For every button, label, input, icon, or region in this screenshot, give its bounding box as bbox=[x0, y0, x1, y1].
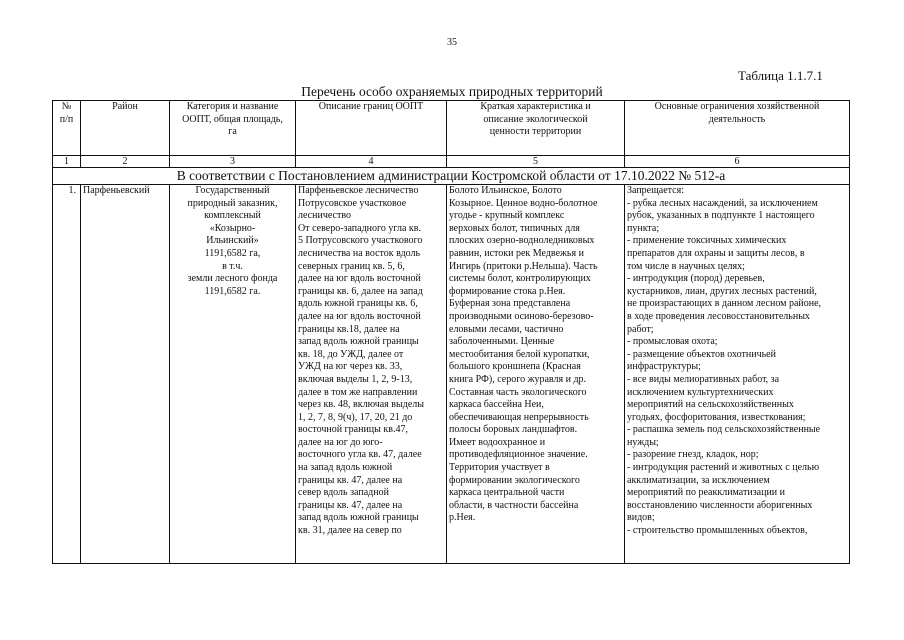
text-line: книга РФ), серого журавля и др. bbox=[449, 373, 587, 385]
text-line: север вдоль западной bbox=[298, 487, 389, 499]
header-cell-category bbox=[170, 101, 296, 156]
text-line: - интродукция растений и животных с целью bbox=[627, 462, 820, 474]
text-line: формирование стока р.Нея. bbox=[449, 285, 566, 297]
decree-row bbox=[53, 168, 850, 185]
column-number: 2 bbox=[81, 156, 170, 168]
header-lines bbox=[298, 101, 444, 114]
text-line: «Козырно- bbox=[209, 222, 256, 234]
header-cell-district bbox=[81, 101, 170, 156]
column-number: 5 bbox=[447, 156, 625, 168]
text-line: восточного угла кв. 47, далее bbox=[298, 449, 422, 461]
text-line: большого кроншнепа (Красная bbox=[449, 361, 581, 373]
page-title: Перечень особо охраняемых природных территорий bbox=[301, 84, 603, 99]
table-row bbox=[53, 185, 850, 564]
text-line: верховых болот, типичных для bbox=[449, 222, 580, 234]
header-lines bbox=[55, 101, 78, 126]
header-cell-boundaries bbox=[296, 101, 447, 156]
text-line: Ингирь (притоки р.Нельша). Часть bbox=[449, 260, 598, 272]
text-line: системы болот, контролирующих bbox=[449, 273, 591, 285]
text-line: 5 Потрусовского участкового bbox=[298, 235, 423, 247]
text-line: Район bbox=[112, 101, 138, 112]
row-boundaries bbox=[296, 185, 447, 564]
header-lines bbox=[449, 101, 622, 139]
text-line: не произрастающих в данном лесном районе, bbox=[627, 298, 822, 310]
text-line: области, в частности бассейна bbox=[449, 499, 579, 511]
text-line: ООПТ, общая площадь, bbox=[182, 113, 283, 125]
header-lines bbox=[627, 101, 847, 126]
text-line: далее на юг до юго- bbox=[298, 436, 383, 448]
page-number: 35 bbox=[447, 37, 457, 48]
text-line: № bbox=[61, 101, 72, 112]
text-line: ценности территории bbox=[489, 126, 582, 138]
text-line: УЖД на юг через кв. 33, bbox=[298, 361, 403, 373]
header-cell-number bbox=[53, 101, 81, 156]
text-line: - все виды мелиоративных работ, за bbox=[627, 373, 780, 385]
text-line: Болото Ильинское, Болото bbox=[449, 185, 562, 196]
text-line: восточной границы кв.47, bbox=[298, 424, 408, 436]
text-line: плоских озерно-водноледниковых bbox=[449, 235, 595, 247]
text-line: границы кв. 6, далее на запад bbox=[298, 285, 423, 297]
text-line: в ходе проведения лесовосстановительных bbox=[627, 310, 810, 322]
text-line: Составная часть экологического bbox=[449, 386, 587, 398]
text-line: заболоченными. Ценные bbox=[449, 336, 555, 348]
text-line: угодьях, фосфоритования, известкования; bbox=[627, 411, 806, 423]
text-line: далее на юг вдоль восточной bbox=[298, 310, 421, 322]
text-line: - промысловая охота; bbox=[627, 336, 718, 348]
text-line: р.Нея. bbox=[449, 512, 476, 524]
text-line: Запрещается: bbox=[627, 185, 684, 196]
text-line: противодефляционное значение. bbox=[449, 449, 588, 461]
header-cell-restrictions bbox=[625, 101, 850, 156]
text-line: далее в том же направлении bbox=[298, 386, 418, 398]
text-line: - рубка лесных насаждений, за исключением bbox=[627, 197, 818, 209]
text-line: - разорение гнезд, кладок, нор; bbox=[627, 449, 759, 461]
text-line: запад вдоль южной границы bbox=[298, 336, 419, 348]
text-line: местообитания белой куропатки, bbox=[449, 348, 590, 360]
header-lines bbox=[172, 101, 293, 139]
text-line: От северо-западного угла кв. bbox=[298, 222, 421, 234]
text-line: каркаса центральной части bbox=[449, 487, 565, 499]
text-line: Краткая характеристика и bbox=[480, 101, 591, 112]
text-line: акклиматизации, за исключением bbox=[627, 474, 770, 486]
text-line: препаратов для охраны и защиты лесов, в bbox=[627, 247, 805, 259]
text-line: - распашка земель под сельскохозяйственные bbox=[627, 424, 821, 436]
row-district: Парфеньевский bbox=[81, 185, 170, 564]
text-line: полосы боровых ландшафтов. bbox=[449, 424, 578, 436]
text-line: через кв. 48, включая выделы bbox=[298, 399, 424, 411]
row-characteristic bbox=[447, 185, 625, 564]
header-cell-characteristic bbox=[447, 101, 625, 156]
text-line: Государственный bbox=[195, 185, 270, 196]
column-number: 6 bbox=[625, 156, 850, 168]
protected-areas-table bbox=[52, 100, 850, 564]
row-category bbox=[170, 185, 296, 564]
text-line: включая выделы 1, 2, 9-13, bbox=[298, 373, 413, 385]
column-number-row bbox=[53, 156, 850, 168]
text-line: Потрусовское участковое bbox=[298, 197, 407, 209]
text-line: границы кв. 47, далее на bbox=[298, 499, 403, 511]
text-line: га bbox=[228, 126, 237, 138]
column-number: 1 bbox=[53, 156, 81, 168]
text-line: мероприятий на сельскохозяйственных bbox=[627, 399, 794, 411]
text-line: видов; bbox=[627, 512, 655, 524]
text-line: Категория и название bbox=[186, 101, 279, 112]
text-line: - размещение объектов охотничьей bbox=[627, 348, 776, 360]
text-line: п/п bbox=[59, 113, 74, 125]
column-number: 4 bbox=[296, 156, 447, 168]
text-line: кустарников, лиан, других лесных растений, bbox=[627, 285, 817, 297]
text-line: исключением культуртехнических bbox=[627, 386, 774, 398]
text-line: производными осиново-березово- bbox=[449, 310, 594, 322]
text-line: - интродукция (пород) деревьев, bbox=[627, 273, 765, 285]
row-number: 1. bbox=[53, 185, 81, 564]
text-line: запад вдоль южной границы bbox=[298, 512, 419, 524]
text-line: угодье - крупный комплекс bbox=[449, 210, 565, 222]
text-line: в т.ч. bbox=[222, 260, 243, 272]
text-line: еловыми лесами, частично bbox=[449, 323, 564, 335]
text-line: природный заказник, bbox=[187, 197, 278, 209]
decree-text: В соответствии с Постановлением администрации Костромской области от 17.10.2022 № 512-а bbox=[53, 168, 850, 185]
text-line: комплексный bbox=[204, 210, 261, 222]
column-number: 3 bbox=[170, 156, 296, 168]
text-line: работ; bbox=[627, 323, 654, 335]
text-line: границы кв. 47, далее на bbox=[298, 474, 403, 486]
row-restrictions bbox=[625, 185, 850, 564]
table-label: Таблица 1.1.7.1 bbox=[738, 68, 823, 83]
text-line: 1191,6582 га, bbox=[204, 247, 261, 259]
text-line: восстановлению численности аборигенных bbox=[627, 499, 813, 511]
text-line: Парфеньевское лесничество bbox=[298, 185, 419, 196]
text-line: лесничество bbox=[298, 210, 351, 222]
text-line: Основные ограничения хозяйственной bbox=[654, 101, 820, 112]
text-line: далее на юг вдоль восточной bbox=[298, 273, 421, 285]
text-line: северных границ кв. 5, 6, bbox=[298, 260, 405, 272]
text-line: Козырное. Ценное водно-болотное bbox=[449, 197, 598, 209]
text-line: рубок, указанных в подпункте 1 настоящего bbox=[627, 210, 815, 222]
text-line: Буферная зона представлена bbox=[449, 298, 571, 310]
text-line: обеспечивающая непрерывность bbox=[449, 411, 589, 423]
text-line: деятельность bbox=[708, 113, 766, 125]
header-lines bbox=[83, 101, 167, 114]
text-line: Территория участвует в bbox=[449, 462, 550, 474]
text-line: - строительство промышленных объектов, bbox=[627, 525, 808, 537]
text-line: Имеет водоохранное и bbox=[449, 436, 546, 448]
text-line: лесничества на восток вдоль bbox=[298, 247, 421, 259]
text-line: описание экологической bbox=[483, 113, 588, 125]
text-line: мероприятий по реакклиматизации и bbox=[627, 487, 786, 499]
text-line: границы кв.18, далее на bbox=[298, 323, 400, 335]
text-line: 1, 2, 7, 8, 9(ч), 17, 20, 21 до bbox=[298, 411, 413, 423]
text-line: инфраструктуры; bbox=[627, 361, 701, 373]
text-line: Ильинский» bbox=[206, 235, 259, 247]
text-line: Описание границ ООПТ bbox=[318, 101, 424, 112]
text-line: каркаса бассейна Неи, bbox=[449, 399, 544, 411]
text-line: кв. 18, до УЖД, далее от bbox=[298, 348, 404, 360]
text-line: 1191,6582 га. bbox=[204, 285, 261, 297]
text-line: кв. 31, далее на север по bbox=[298, 525, 402, 537]
text-line: равнин, истоки рек Медвежья и bbox=[449, 247, 584, 259]
text-line: - применение токсичных химических bbox=[627, 235, 787, 247]
text-line: вдоль южной границы кв. 6, bbox=[298, 298, 418, 310]
text-line: том числе в научных целях; bbox=[627, 260, 745, 272]
text-line: земли лесного фонда bbox=[187, 273, 278, 285]
text-line: формировании экологического bbox=[449, 474, 580, 486]
text-line: нужды; bbox=[627, 436, 659, 448]
header-row bbox=[53, 101, 850, 156]
text-line: на запад вдоль южной bbox=[298, 462, 393, 474]
text-line: пункта; bbox=[627, 222, 660, 234]
